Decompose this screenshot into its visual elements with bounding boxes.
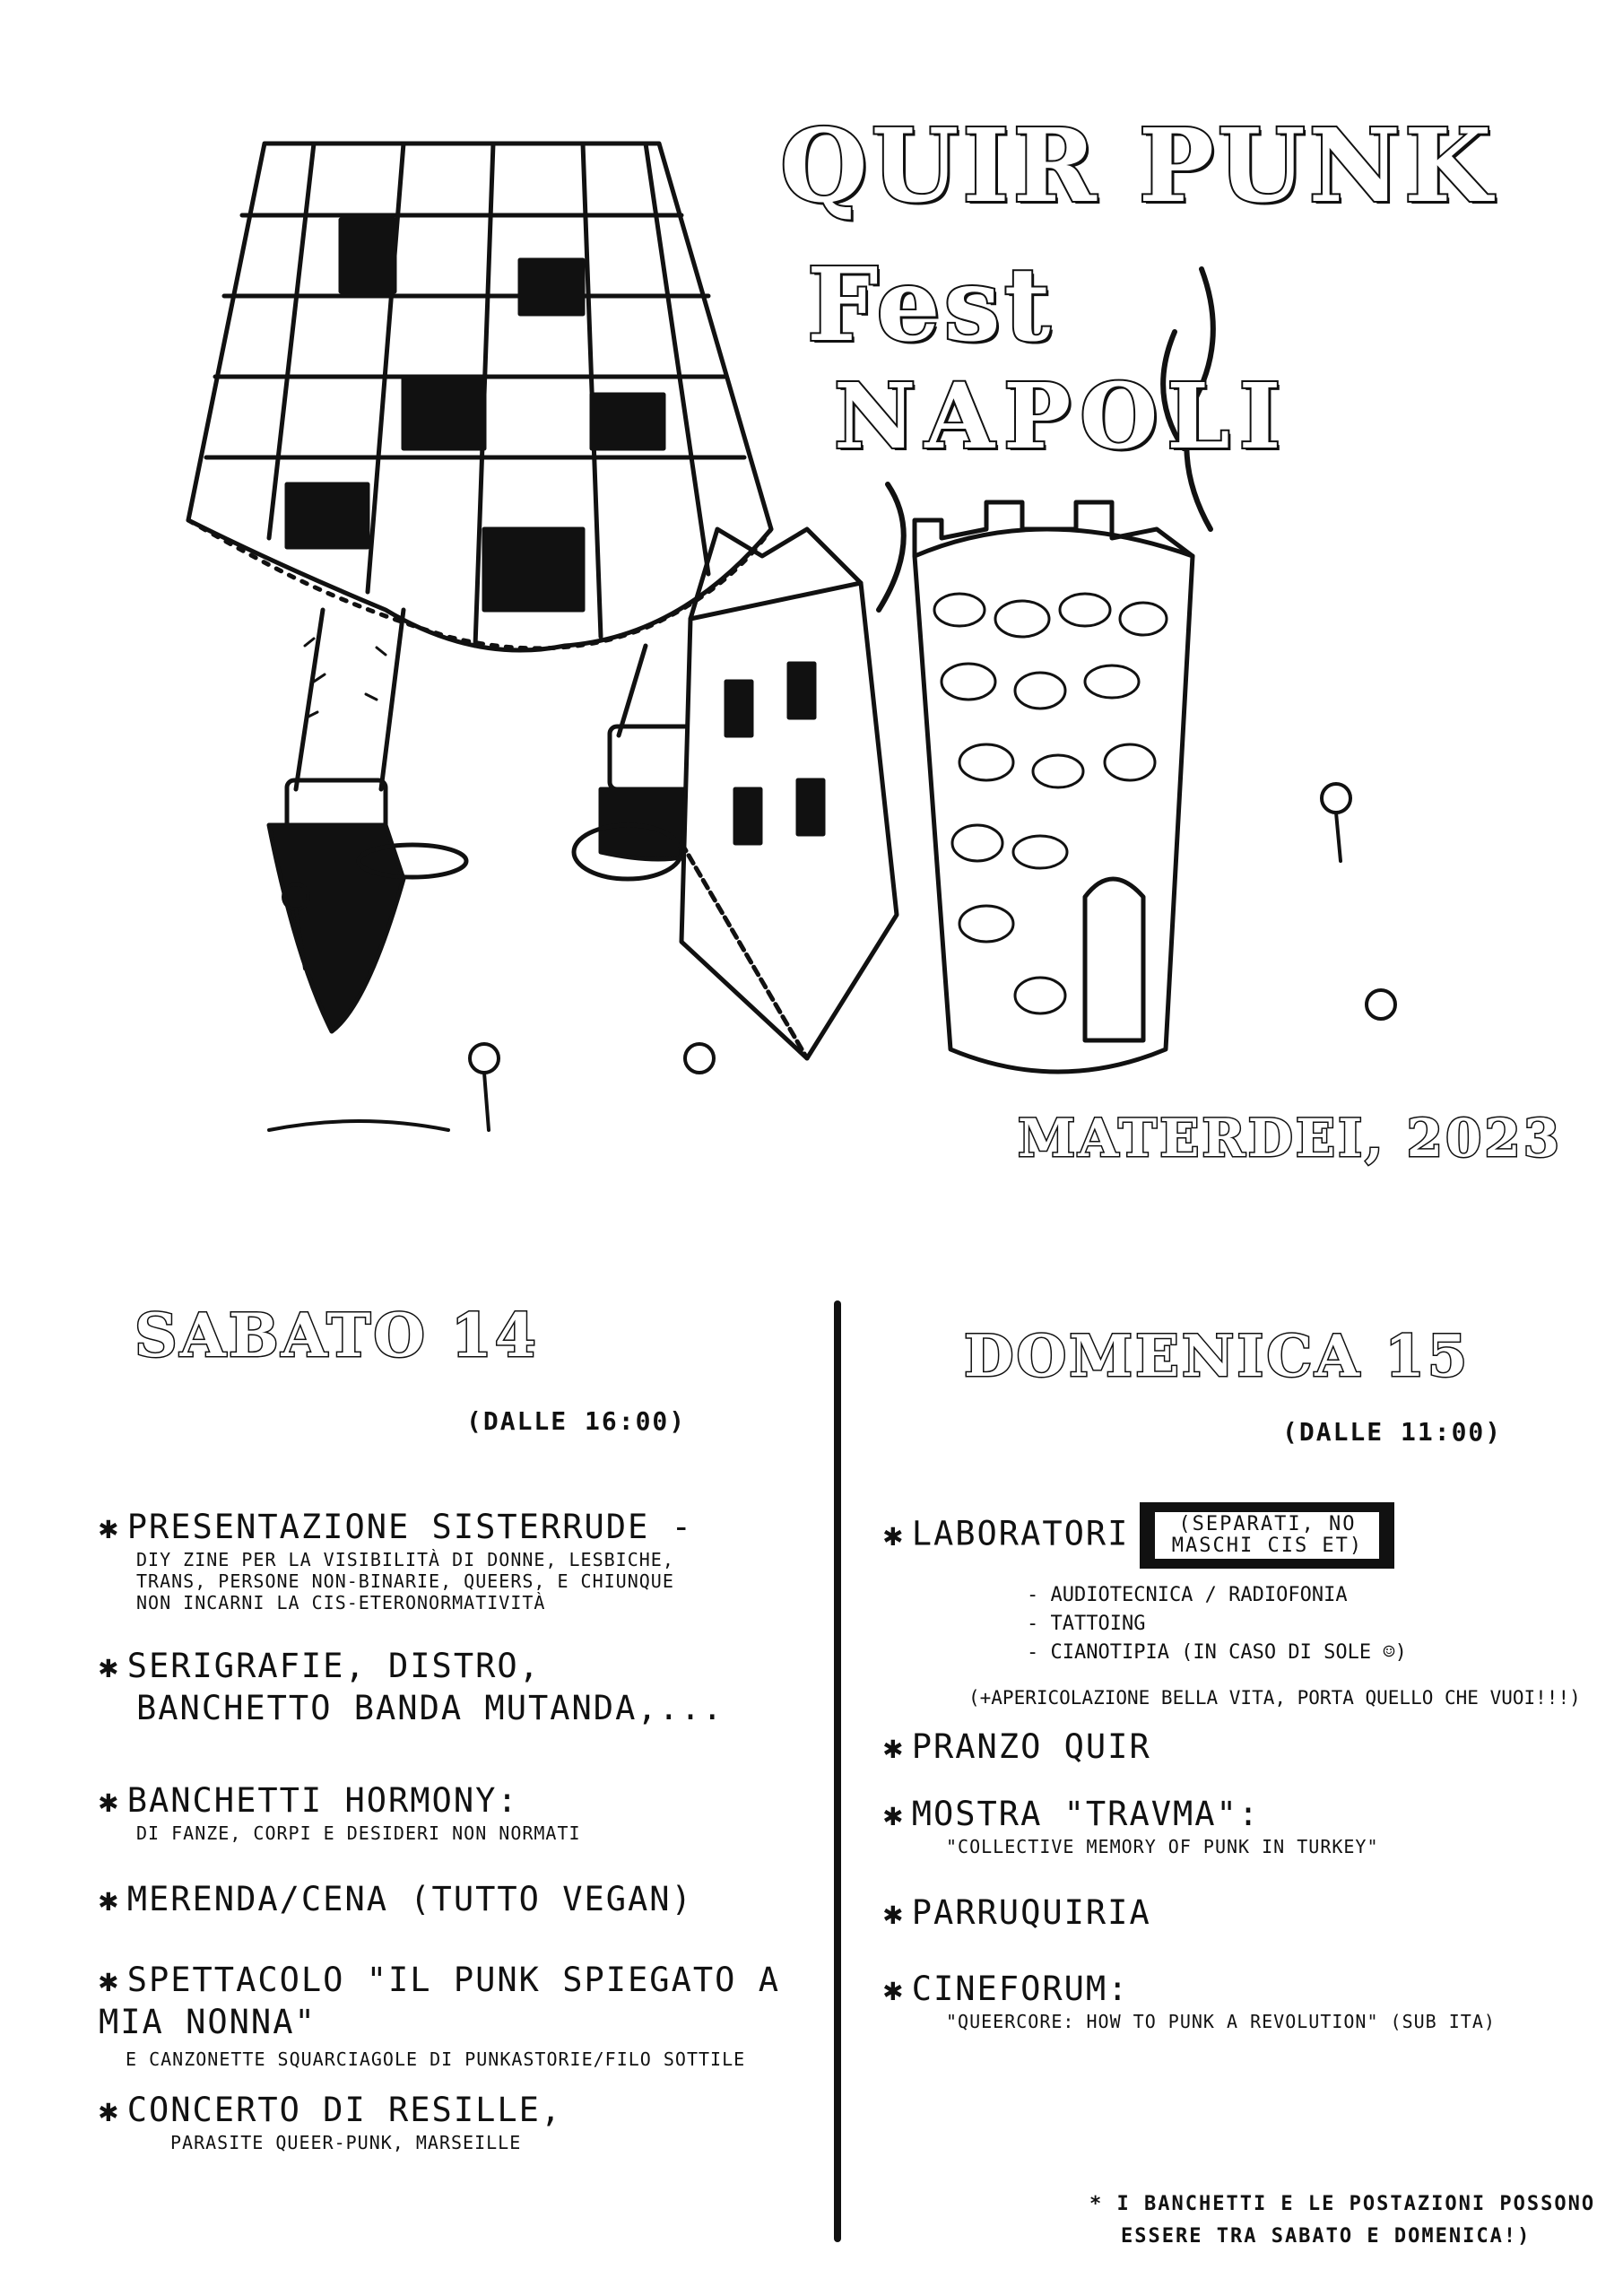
sat-event-5: ✱ SPETTACOLO "IL PUNK SPIEGATO A MIA NONNA" E CANZONETTE SQUARCIAGOLE DI PUNKASTORIE/FILO SOTTILE: [99, 1961, 780, 2070]
footnote: * I BANCHETTI E LE POSTAZIONI POSSONO ESSERE TRA SABATO E DOMENICA!): [1089, 2193, 1596, 2248]
sun-event-2: ✱ MOSTRA "TRAVMA": "COLLECTIVE MEMORY OF PUNK IN TURKEY": [883, 1795, 1379, 1857]
sat-event-1: ✱ PRESENTAZIONE SISTERRUDE - DIY ZINE PER LA VISIBILITÀ DI DONNE, LESBICHE, TRANS, PERSONE NON-BINARIE, QUEERS, E CHIUNQUE NON INCARNI LA CIS-ETERONORMATIVITÀ: [99, 1508, 693, 1613]
saturday-time: (DALLE 16:00): [466, 1406, 687, 1436]
lab-note-box: (SEPARATI, NO MASCHI CIS ET): [1140, 1502, 1394, 1569]
building: [681, 529, 897, 1058]
column-divider: [834, 1300, 841, 2242]
star-icon: ✱: [99, 1882, 120, 1918]
title-line-2: Fest: [807, 247, 1055, 364]
star-icon: ✱: [883, 1796, 905, 1833]
sat-event-4: ✱ MERENDA/CENA (TUTTO VEGAN): [99, 1880, 693, 1918]
sat-event-3: ✱ BANCHETTI HORMONY: DI FANZE, CORPI E DESIDERI NON NORMATI: [99, 1781, 581, 1844]
star-icon: ✱: [99, 1648, 120, 1685]
star-icon: ✱: [883, 1971, 905, 2008]
title-line-3: NAPOLI: [834, 363, 1290, 469]
star-icon: ✱: [99, 2092, 120, 2129]
sunday-title: DOMENICA 15: [964, 1323, 1471, 1390]
star-icon: ✱: [99, 1962, 120, 1999]
sunday-time: (DALLE 11:00): [1282, 1417, 1503, 1447]
star-icon: ✱: [883, 1516, 905, 1553]
sun-event-3: ✱ PARRUQUIRIA: [883, 1893, 1151, 1932]
place-year: MATERDEI, 2023: [1018, 1108, 1563, 1169]
star-icon: ✱: [99, 1509, 120, 1546]
star-icon: ✱: [883, 1895, 905, 1932]
plaid-skirt: [188, 144, 771, 650]
title-line-1: QUIR PUNK: [780, 108, 1496, 225]
sun-event-4: ✱ CINEFORUM: "QUEERCORE: HOW TO PUNK A REVOLUTION" (SUB ITA): [883, 1970, 1496, 2032]
stone-tower: [915, 502, 1193, 1072]
saturday-title: SABATO 14: [135, 1300, 539, 1370]
sun-event-lab: ✱ LABORATORI (SEPARATI, NO MASCHI CIS ET) - AUDIOTECNICA / RADIOFONIA - TATTOING - CIANOTIPIA (IN CASO DI SOLE ☺) (+APERICOLAZIONE BELLA VITA, PORTA QUELLO CHE VUOI!!!): [883, 1502, 1581, 1709]
sun-event-1: ✱ PRANZO QUIR: [883, 1727, 1151, 1766]
star-icon: ✱: [99, 1783, 120, 1820]
sat-event-6: ✱ CONCERTO DI RESILLE, PARASITE QUEER-PUNK, MARSEILLE: [99, 2091, 563, 2153]
sat-event-2: ✱ SERIGRAFIE, DISTRO, BANCHETTO BANDA MUTANDA,...: [99, 1647, 725, 1727]
star-icon: ✱: [883, 1729, 905, 1766]
